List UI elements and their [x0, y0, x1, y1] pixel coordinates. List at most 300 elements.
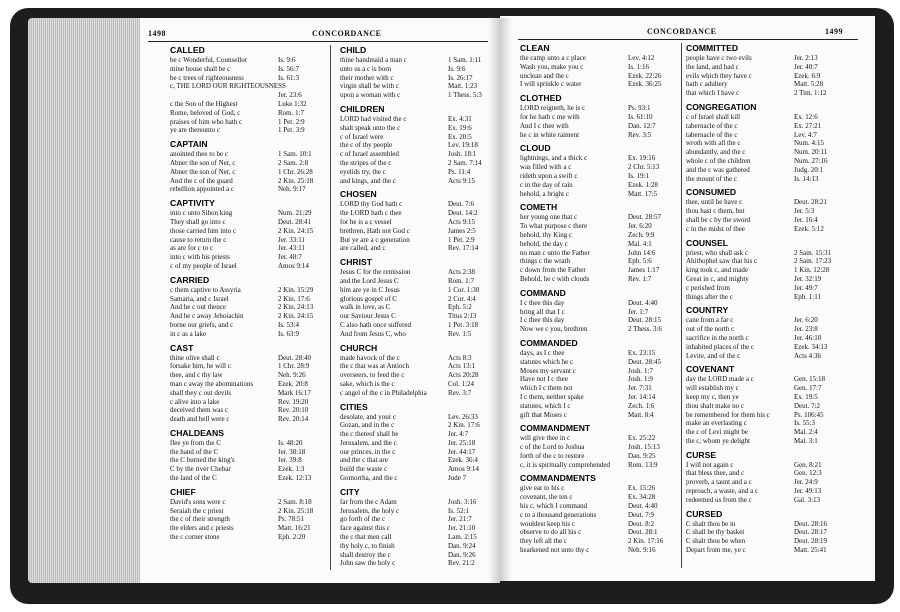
entry-line — [170, 253, 325, 262]
line-reference: Deut. 28:45 — [628, 357, 662, 366]
line-text: cane from a far c — [686, 316, 734, 325]
line-text: Have not I c thee — [520, 375, 568, 384]
line-reference: Ex. 34:28 — [628, 493, 656, 502]
concordance-entry — [170, 487, 325, 542]
right-column-2 — [686, 43, 841, 559]
line-reference: Neh. 9:16 — [628, 546, 656, 555]
line-text: I c thee this day — [520, 316, 565, 325]
line-reference: Deut. 28:15 — [628, 316, 662, 325]
entry-keyword: COVENANT — [686, 364, 735, 375]
line-text: c alive into a lake — [170, 397, 220, 406]
concordance-entry — [686, 43, 841, 98]
line-reference: Jer. 7:31 — [628, 384, 652, 393]
line-text: glorious gospel of C — [340, 294, 397, 303]
line-text: which I c them not — [520, 384, 573, 393]
line-text: king took c, and made — [686, 266, 749, 275]
line-text: c down from the Father — [520, 266, 586, 275]
entry-line — [686, 225, 841, 234]
line-text: far from the c Adam — [340, 497, 397, 506]
entry-line — [520, 154, 675, 163]
entry-line — [340, 559, 495, 568]
entry-keyword: CHRIST — [340, 257, 372, 268]
line-text: And I c thee with — [520, 121, 569, 130]
entry-line — [520, 484, 675, 493]
line-reference: Matt. 16:21 — [278, 524, 311, 533]
entry-line — [170, 74, 325, 83]
entry-line — [520, 240, 675, 249]
line-text: into c unto Sihon king — [170, 209, 233, 218]
entry-line — [520, 266, 675, 275]
line-text: I c them, neither spake — [520, 392, 584, 401]
page-edges — [28, 18, 140, 583]
entry-line — [686, 402, 841, 411]
line-reference: Jer. 24:9 — [794, 478, 818, 487]
line-reference: Titus 2:13 — [448, 312, 477, 321]
line-reference: Lam. 2:15 — [448, 533, 477, 542]
entry-line — [340, 56, 495, 65]
line-reference: Dan. 9:25 — [628, 451, 656, 460]
entry-keyword: CHALDEANS — [170, 427, 224, 438]
right-page — [500, 16, 875, 581]
line-reference: Ex. 23:15 — [628, 348, 656, 357]
entry-line — [686, 216, 841, 225]
entry-line — [170, 303, 325, 312]
entry-line — [520, 122, 675, 131]
line-text: priest, who shall ask c — [686, 248, 749, 257]
entry-line — [340, 268, 495, 277]
concordance-entry — [170, 198, 325, 271]
entry-keyword: CHILDREN — [340, 103, 385, 114]
line-reference: Rev. 20:10 — [278, 406, 309, 415]
line-reference: Jer. 38:18 — [278, 447, 306, 456]
line-text: Now we c you, brethren — [520, 325, 588, 334]
line-text: their mother with c — [340, 73, 394, 82]
entry-keyword: CLEAN — [520, 43, 550, 53]
line-reference: Ex. 4:31 — [448, 114, 472, 123]
line-reference: 2 Kin. 25:18 — [278, 176, 314, 185]
line-text: flee ye from the C — [170, 438, 221, 447]
line-reference: 1 Pet. 2:9 — [278, 117, 305, 126]
entry-line — [340, 371, 495, 380]
entry-line — [686, 411, 841, 420]
line-text: will give thee in c — [520, 434, 571, 443]
line-text: brethren, Hath not God c — [340, 226, 410, 235]
line-reference: Ex. 25:22 — [628, 434, 656, 443]
line-reference: Josh. 1:7 — [628, 366, 653, 375]
line-text: the c corner stone — [170, 533, 220, 542]
line-reference: Ps. 106:45 — [794, 410, 824, 419]
entry-line — [520, 537, 675, 546]
line-text: tabernacle of the c — [686, 130, 738, 139]
line-reference: Amos 9:14 — [278, 261, 309, 270]
line-text: Behold, he c with clouds — [520, 274, 590, 283]
line-text: mine house shall be c — [170, 64, 231, 73]
entry-keyword: CALLED — [170, 45, 205, 55]
line-text: the LORD hath c thee — [340, 209, 402, 218]
entry-line — [686, 375, 841, 384]
entry-line — [340, 168, 495, 177]
entry-line — [170, 362, 325, 371]
right-header-rule — [518, 39, 858, 40]
line-text: hath c adultery — [686, 80, 728, 89]
line-text: the c thereof shall be — [340, 430, 399, 439]
entry-line — [340, 277, 495, 286]
line-reference: Rev. 1:5 — [448, 329, 472, 338]
line-reference: 2 Kin. 17:16 — [628, 537, 664, 546]
concordance-entry — [686, 102, 841, 183]
line-text: thee, until he have c — [686, 198, 743, 207]
line-text: forth of the c to restore — [520, 451, 585, 460]
line-reference: Rev. 21:2 — [448, 559, 475, 568]
entry-keyword: CLOUD — [520, 143, 551, 154]
line-text: covenant, the ten c — [520, 493, 573, 502]
entry-line — [520, 461, 675, 470]
line-text: Levite, and of the c — [686, 351, 741, 360]
entry-line — [520, 63, 675, 72]
line-text: lightnings, and a thick c — [520, 154, 588, 163]
line-text: be remembered for them his c — [686, 410, 770, 419]
entry-line — [170, 118, 325, 127]
entry-line — [686, 520, 841, 529]
line-reference: Is. 61:10 — [628, 112, 653, 121]
entry-line — [340, 200, 495, 209]
entry-line — [686, 528, 841, 537]
line-text: shall be c by the sword — [686, 215, 751, 224]
line-reference: Neh. 9:26 — [278, 371, 306, 380]
line-reference: 1 Pet. 3:18 — [448, 320, 479, 329]
line-text: tabernacle of the c — [686, 121, 738, 130]
line-text: statutes which he c — [520, 357, 574, 366]
line-reference: Ezek. 20:8 — [278, 379, 308, 388]
line-text: c of Israel were — [340, 132, 384, 141]
line-text: for he hath c me with — [520, 112, 580, 121]
line-text: he c in white raiment — [520, 130, 580, 139]
line-text: inhabited places of the c — [686, 342, 755, 351]
line-reference: Deut. 28:19 — [794, 537, 828, 546]
entry-line — [340, 227, 495, 236]
line-reference: Ezek. 6:9 — [794, 71, 821, 80]
line-reference: 2 Tim. 1:12 — [794, 89, 827, 98]
entry-line — [520, 54, 675, 63]
line-reference: Dan. 9:26 — [448, 550, 476, 559]
line-text: Abner the son of Ner, c — [170, 158, 236, 167]
line-text: no man c unto the Father — [520, 248, 590, 257]
entry-line — [340, 439, 495, 448]
line-reference: Luke 1:32 — [278, 99, 307, 108]
line-text: Samaria, and c Israel — [170, 294, 229, 303]
line-reference: Zech. 9:9 — [628, 230, 655, 239]
line-text: they left all the c — [520, 537, 568, 546]
line-text: c in the day of rain — [520, 180, 573, 189]
entry-keyword: CHURCH — [340, 342, 378, 353]
line-reference: Is. 1:16 — [628, 62, 649, 71]
line-reference: Jer. 44:17 — [448, 447, 476, 456]
line-text: And the c of the guard — [170, 176, 233, 185]
line-reference: Rev. 19:20 — [278, 397, 309, 406]
line-reference: Acts 13:1 — [448, 362, 476, 371]
line-text: Jerusalem, the holy c — [340, 506, 400, 515]
line-text: c of Israel shall kill — [686, 112, 741, 121]
entry-line — [686, 249, 841, 258]
entry-line — [686, 257, 841, 266]
line-reference: Neh. 9:17 — [278, 185, 306, 194]
entry-line — [520, 520, 675, 529]
entry-line — [340, 421, 495, 430]
line-text: shalt speak unto the c — [340, 123, 401, 132]
line-text: wouldest keep his c — [520, 519, 576, 528]
line-text: C shall be thy basket — [686, 528, 745, 537]
entry-line — [520, 249, 675, 258]
left-column-2 — [340, 45, 495, 572]
line-reference: Amos 9:14 — [448, 465, 479, 474]
line-text: shall destroy the c — [340, 550, 391, 559]
line-text: and the Lord Jesus C — [340, 276, 399, 285]
entry-line — [340, 362, 495, 371]
entry-line — [686, 131, 841, 140]
line-reference: Acts 2:38 — [448, 268, 476, 277]
entry-line — [170, 533, 325, 542]
concordance-entry — [170, 275, 325, 339]
line-reference: Mal. 4:1 — [628, 239, 652, 248]
line-reference: Is. 48:20 — [278, 438, 303, 447]
entry-line — [170, 515, 325, 524]
entry-line — [686, 325, 841, 334]
line-text: cause to return the c — [170, 235, 227, 244]
concordance-entry — [520, 473, 675, 554]
entry-line — [170, 109, 325, 118]
line-text: was filled with a c — [520, 163, 572, 172]
line-reference: Rev. 3:7 — [448, 388, 472, 397]
line-reference: Is. 56:7 — [278, 64, 299, 73]
entry-line — [520, 402, 675, 411]
entry-keyword: CITIES — [340, 401, 368, 412]
line-text: But ye are a c generation — [340, 235, 410, 244]
entry-line — [340, 74, 495, 83]
line-reference: Jer. 1:7 — [628, 307, 649, 316]
entry-line — [340, 236, 495, 245]
entry-line — [520, 375, 675, 384]
concordance-entry — [686, 187, 841, 233]
line-reference: Jer. 4:7 — [448, 430, 469, 439]
line-text: Abner the son of Ner, c — [170, 167, 236, 176]
entry-keyword: CAPTIVITY — [170, 198, 215, 209]
entry-keyword: CARRIED — [170, 274, 210, 285]
line-text: I c thee this day — [520, 298, 565, 307]
line-reference: Dan. 9:24 — [448, 541, 476, 550]
line-text: thine handmaid a man c — [340, 56, 407, 64]
line-text: statutes, which I c — [520, 401, 571, 410]
entry-keyword: CAPTAIN — [170, 139, 208, 150]
entry-line — [340, 456, 495, 465]
line-reference: 1 Sam. 1:11 — [448, 56, 482, 64]
entry-line — [520, 299, 675, 308]
entry-line — [170, 474, 325, 483]
line-text: the c of thy people — [340, 141, 393, 150]
entry-line — [340, 321, 495, 330]
entry-line — [170, 236, 325, 245]
entry-keyword: CITY — [340, 486, 360, 497]
line-reference: Deut. 8:2 — [628, 519, 655, 528]
line-reference: Deut. 4:40 — [628, 298, 658, 307]
line-text: the stripes of the c — [340, 158, 392, 167]
line-text: are called, and c — [340, 244, 386, 253]
entry-line — [170, 498, 325, 507]
entry-line — [520, 163, 675, 172]
entry-line — [520, 358, 675, 367]
line-text: To what purpose c there — [520, 222, 588, 231]
concordance-entry — [340, 487, 495, 568]
line-reference: Jer. 5:3 — [794, 207, 815, 216]
line-text: C shalt thou be in — [686, 519, 736, 528]
line-reference: 2 Kin. 25:18 — [278, 506, 314, 515]
line-text: the c that men call — [340, 533, 392, 542]
line-reference: Gal. 3:13 — [794, 495, 821, 504]
concordance-entry — [340, 104, 495, 185]
line-text: behold, thy King c — [520, 230, 573, 239]
line-reference: 2 Chr. 5:13 — [628, 163, 660, 172]
line-text: c angel of the c in Philadelphia — [340, 388, 427, 397]
entry-line — [170, 218, 325, 227]
line-reference: Mal. 3:1 — [794, 436, 818, 445]
line-reference: Rom. 1:7 — [278, 108, 305, 117]
line-text: Wash you, make you c — [520, 62, 584, 71]
line-reference: Rom. 1:7 — [448, 276, 475, 285]
line-reference: Jer. 16:4 — [794, 215, 818, 224]
entry-line — [520, 452, 675, 461]
concordance-entry — [520, 423, 675, 469]
entry-line — [170, 168, 325, 177]
concordance-entry — [520, 288, 675, 334]
line-reference: James 2:5 — [448, 226, 476, 235]
line-reference: Is. 14:13 — [794, 174, 819, 183]
line-reference: Josh. 15:13 — [628, 443, 660, 452]
entry-line — [520, 231, 675, 240]
entry-line — [520, 181, 675, 190]
line-text: behold, the day c — [520, 239, 568, 248]
line-reference: Deut. 28:1 — [628, 528, 658, 537]
entry-line — [340, 133, 495, 142]
entry-keyword: CLOTHED — [520, 93, 562, 104]
line-reference: Lev. 26:33 — [448, 412, 478, 421]
entry-line — [686, 334, 841, 343]
line-reference: Ex. 15:26 — [628, 484, 656, 493]
line-text: give ear to his c — [520, 484, 565, 493]
line-reference: Jer. 43:11 — [278, 244, 305, 253]
entry-line — [686, 316, 841, 325]
line-text: C also hath once suffered — [340, 320, 412, 329]
line-reference: 2 Kin. 17:6 — [448, 421, 480, 430]
line-reference: Jer. 23:6 — [278, 91, 302, 100]
entry-line — [170, 330, 325, 339]
line-reference: Ps. 11:4 — [448, 167, 471, 176]
concordance-entry — [686, 305, 841, 360]
line-text: days, as I c thee — [520, 348, 565, 357]
line-reference: Acts 4:36 — [794, 351, 822, 360]
entry-line — [520, 113, 675, 122]
line-reference: Ezek. 1:28 — [628, 180, 658, 189]
concordance-entry — [686, 238, 841, 302]
line-text: c of Israel assembled — [340, 150, 399, 159]
entry-line — [340, 515, 495, 524]
entry-line — [170, 177, 325, 186]
line-text: his c, which I command — [520, 502, 588, 511]
entry-line — [170, 100, 325, 109]
line-text: build the waste c — [340, 465, 388, 474]
entry-line — [686, 537, 841, 546]
line-reference: Gen. 17:7 — [794, 384, 822, 393]
entry-line — [340, 115, 495, 124]
line-reference: Num. 20:11 — [794, 148, 828, 157]
entry-line — [170, 262, 325, 271]
left-running-head: CONCORDANCE — [312, 29, 382, 38]
line-reference: Num. 4:15 — [794, 139, 824, 148]
line-text: sacrifice in the north c — [686, 333, 749, 342]
line-reference: 1 Cor. 1:30 — [448, 285, 480, 294]
line-reference: Matt. 17:5 — [628, 189, 658, 198]
line-reference: Eph. 5:6 — [628, 257, 652, 266]
line-reference: Lev. 19:18 — [448, 141, 478, 150]
line-text: the C burned the king's — [170, 456, 235, 465]
entry-line — [340, 330, 495, 339]
entry-line — [340, 430, 495, 439]
concordance-entry — [520, 93, 675, 139]
line-reference: Deut. 28:57 — [628, 213, 662, 222]
line-reference: 1 Pet. 3:9 — [278, 126, 305, 135]
entry-line — [170, 465, 325, 474]
line-text: eyelids try, the c — [340, 167, 386, 176]
line-text: Depart from me, ye c — [686, 546, 746, 555]
entry-keyword: COUNSEL — [686, 237, 729, 248]
concordance-entry — [340, 45, 495, 100]
entry-line — [686, 419, 841, 428]
line-reference: 2 Kin. 24:13 — [278, 303, 314, 312]
line-text: c to a thousand generations — [520, 510, 597, 519]
line-text: that bless thee, and c — [686, 469, 745, 478]
line-reference: Jer. 21:10 — [448, 524, 476, 533]
entry-line — [170, 227, 325, 236]
line-reference: Dan. 12:7 — [628, 121, 656, 130]
line-text: And he c out thence — [170, 303, 226, 312]
line-text: I will sprinkle c water — [520, 80, 582, 89]
line-text: be c Wonderful, Counsellor — [170, 56, 248, 64]
concordance-entry — [340, 402, 495, 483]
line-text: hearkened not unto thy c — [520, 546, 590, 555]
right-page-number: 1499 — [825, 27, 843, 36]
line-text: go forth of the c — [340, 515, 386, 524]
entry-line — [686, 428, 841, 437]
entry-line — [520, 257, 675, 266]
line-reference: Jer. 48:7 — [278, 253, 302, 262]
line-text: Gozan, and in the c — [340, 421, 395, 430]
entry-line — [170, 398, 325, 407]
entry-line — [686, 54, 841, 63]
entry-line — [686, 284, 841, 293]
line-text: thou shalt make no c — [686, 401, 744, 410]
line-reference: Eph. 5:2 — [448, 303, 472, 312]
entry-line — [686, 139, 841, 148]
left-page — [140, 18, 500, 583]
entry-line — [520, 213, 675, 222]
entry-line — [340, 303, 495, 312]
line-reference: Deut. 28:16 — [794, 519, 828, 528]
line-reference: Is. 9:6 — [448, 64, 466, 73]
line-reference: Rev. 20:14 — [278, 415, 309, 424]
entry-line — [170, 507, 325, 516]
line-reference: 1 Pet. 2:9 — [448, 235, 475, 244]
entry-line — [520, 393, 675, 402]
line-reference: Jer. 25:18 — [448, 438, 476, 447]
line-reference: Is. 9:6 — [278, 56, 296, 64]
